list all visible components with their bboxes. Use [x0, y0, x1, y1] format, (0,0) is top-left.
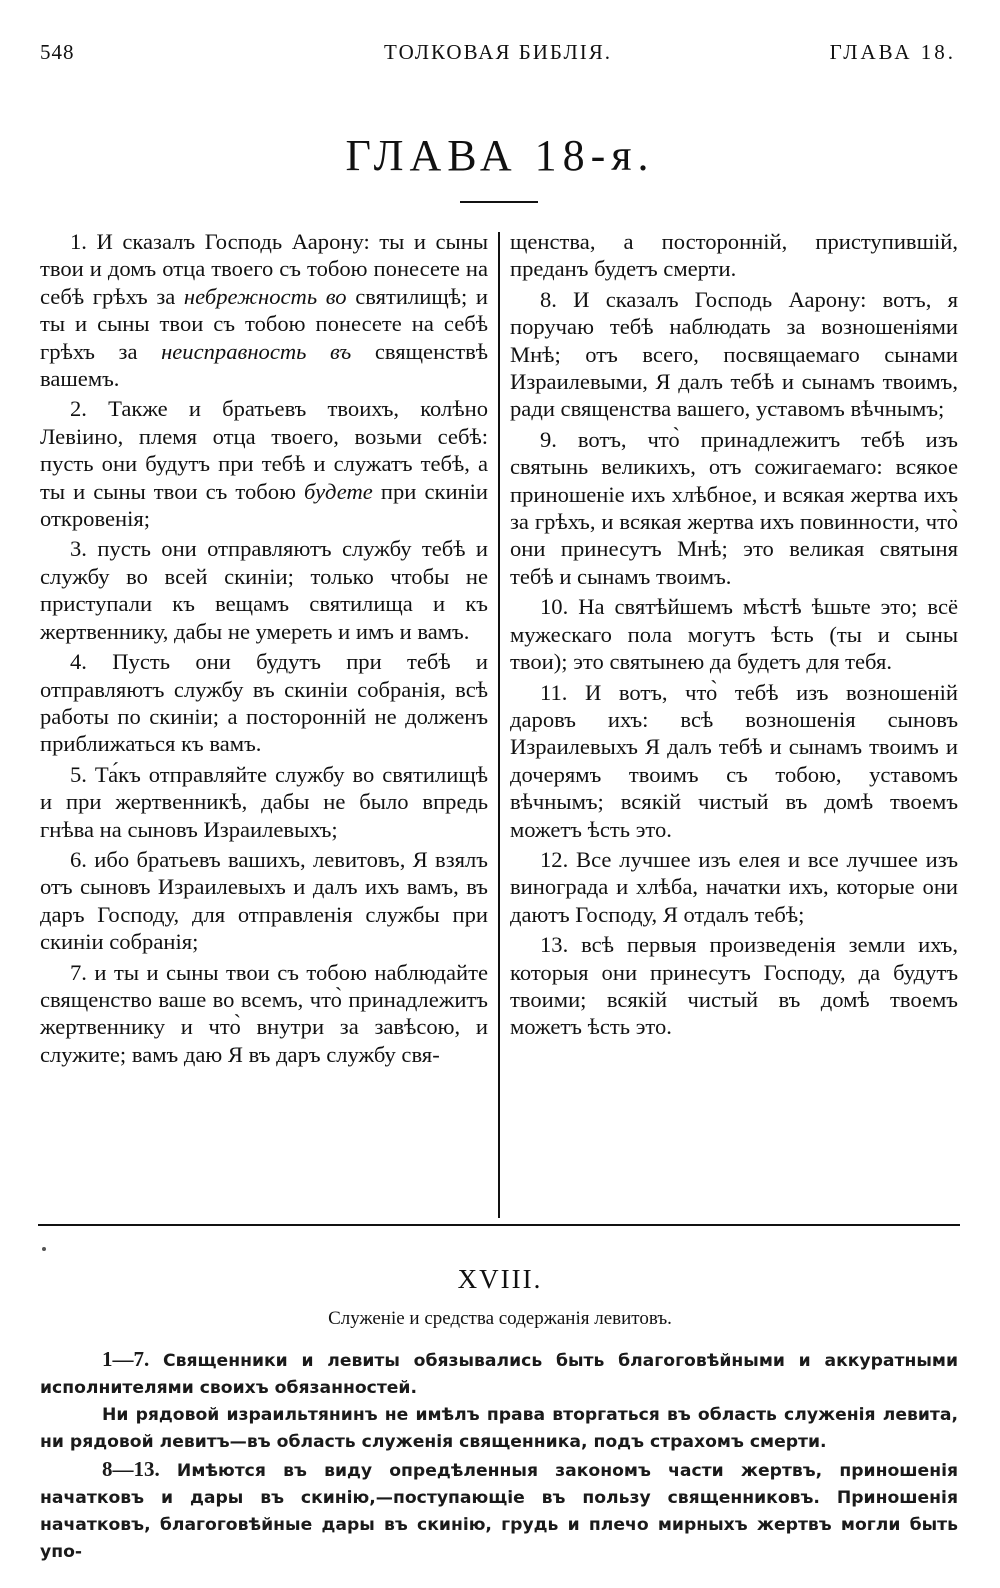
margin-dot [42, 1247, 46, 1251]
verse-7: 7. и ты и сыны твои съ тобою наблюдайте священство ваше во всемъ, что̀ принадлежитъ жертвеннику и что̀ внутри за завѣсою, и служите; вамъ даю Я въ даръ службу свя- [40, 959, 488, 1067]
commentary-paragraph: Ни рядовой израильтянинъ не имѣлъ права вторгаться въ область служенія левита, ни рядовой левитъ—въ область служенія священника, подъ страхомъ смерти. [40, 1405, 958, 1452]
commentary-paragraph: 1—7. Священники и левиты обязывались быть благоговѣйными и аккуратными исполнителями своихъ обязанностей. [40, 1347, 958, 1398]
scripture-columns [40, 228, 958, 1214]
verse-13: 13. всѣ первыя произведенія земли ихъ, которыя они принесутъ Господу, да будутъ твоими; всякій чистый въ домѣ твоемъ можетъ ѣсть это. [510, 932, 958, 1040]
commentary-heading: XVIII. [457, 1264, 543, 1294]
section-rule [38, 1224, 960, 1226]
verse-1: 1. И сказалъ Господь Аарону: ты и сыны твои и домъ отца твоего съ тобою понесете на себѣ грѣхъ за небрежность во святилищѣ; и ты и сыны твои съ тобою понесете на себѣ грѣхъ за неисправность въ священствѣ вашемъ. [40, 229, 489, 392]
verse-reference: 8—13. [102, 1457, 160, 1481]
right-column [510, 228, 958, 1214]
commentary-subtitle: Служеніе и средства содержанія левитовъ. [328, 1308, 672, 1329]
chapter-title: ГЛАВА 18-я. [345, 131, 655, 180]
verse-2: 2. Также и братьевъ твоихъ, колѣно Левіино, племя отца твоего, возьми себѣ: пусть они будутъ при тебѣ и служатъ тебѣ, а ты и сыны твои съ тобою будете при скиніи откровенія; [40, 396, 489, 532]
verse-reference: 1—7. [102, 1347, 150, 1371]
commentary-body [40, 1346, 958, 1566]
verse-7-continued: щенства, а посторонній, приступившій, преданъ будетъ смерти. [510, 229, 958, 282]
running-header [40, 40, 956, 70]
commentary-paragraph: 8—13. Имѣются въ виду опредѣленныя закономъ части жертвъ, приношенія начатковъ и дары въ скинію,—поступающіе въ пользу священниковъ. Приношенія начатковъ, благоговѣйные дары въ скинію, грудь и плечо мирныхъ жертвъ могли быть упо- [40, 1457, 958, 1562]
left-column [40, 228, 488, 1214]
verse-12: 12. Все лучшее изъ елея и все лучшее изъ винограда и хлѣба, начатки ихъ, которые они даютъ Господу, Я отдалъ тебѣ; [510, 846, 958, 927]
column-divider [498, 232, 500, 1218]
verse-11: 11. И вотъ, что̀ тебѣ изъ возношеній даровъ ихъ: всѣ возношенія сыновъ Израилевыхъ Я далъ тебѣ и сынамъ твоимъ и дочерямъ твоимъ съ тобою, уставомъ вѣчнымъ; всякій чистый въ домѣ твоемъ можетъ ѣсть это. [510, 679, 958, 842]
verse-10: 10. На святѣйшемъ мѣстѣ ѣшьте это; всё мужескаго пола могутъ ѣсть (ты и сыны твои); это святынею да будетъ для тебя. [510, 594, 958, 675]
verse-5: 5. Та́къ отправляйте службу во святилищѣ и при жертвенникѣ, дабы не было впредь гнѣва на сыновъ Израилевыхъ; [40, 761, 488, 842]
page-number: 548 [40, 40, 75, 64]
title-rule [460, 201, 538, 203]
verse-6: 6. ибо братьевъ вашихъ, левитовъ, Я взялъ отъ сыновъ Израилевыхъ и далъ ихъ вамъ, въ даръ Господу, для отправленія службы при скиніи собранія; [40, 846, 488, 955]
running-chapter-label: ГЛАВА 18. [829, 40, 956, 64]
verse-8: 8. И сказалъ Господь Аарону: вотъ, я поручаю тебѣ наблюдать за возношеніями Мнѣ; отъ всего, посвящаемаго сынами Израилевыми, Я далъ тебѣ и сынамъ твоимъ, ради священства вашего, уставомъ вѣчнымъ; [510, 286, 958, 422]
verse-9: 9. вотъ, что̀ принадлежитъ тебѣ изъ святынь великихъ, отъ сожигаемаго: всякое приношеніе ихъ хлѣбное, и всякая жертва ихъ за грѣхъ, и всякая жертва ихъ повинности, что̀ они принесутъ Мнѣ; это великая святыня тебѣ и сынамъ твоимъ. [510, 426, 958, 589]
verse-4: 4. Пусть они будутъ при тебѣ и отправляютъ службу въ скиніи собранія, всѣ работы по скиніи; а посторонній не долженъ приближаться къ вамъ. [40, 649, 488, 757]
running-book-title: ТОЛКОВАЯ БИБЛІЯ. [384, 40, 612, 64]
verse-3: 3. пусть они отправляютъ службу тебѣ и службу во всей скиніи; только чтобы не приступали къ вещамъ святилища и къ жертвеннику, дабы не умереть и имъ и вамъ. [40, 536, 488, 644]
